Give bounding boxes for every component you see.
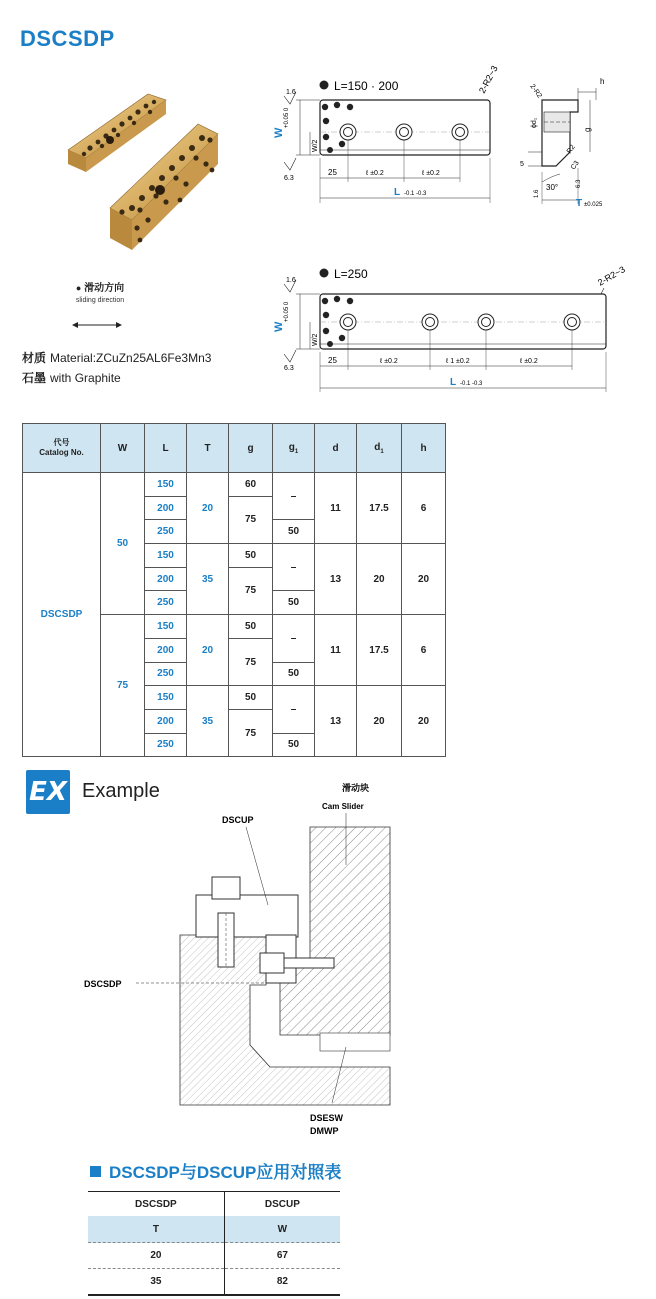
spec-header-row [23,424,446,473]
drawing-bottom-W: W [273,321,285,332]
drawing-top-roughness: 1.6 [286,89,296,96]
l-cell: 200 [145,496,187,520]
h-cell: 6 [402,473,446,544]
table-row [23,473,446,497]
example-icon: EX [26,770,70,814]
d-cell: 13 [315,686,357,757]
g-cell: 50 [229,544,273,568]
side-r2: 2-R2 [528,83,543,100]
side-five: 5 [520,161,524,168]
compare-header-row [88,1192,340,1217]
d1-cell: 20 [357,686,402,757]
compare-sub1: T [88,1216,224,1243]
l-cell: 200 [145,638,187,662]
l-cell: 250 [145,733,187,757]
catalog-cell: DSCSDP [23,473,101,757]
l-cell: 150 [145,686,187,710]
d-cell: 13 [315,544,357,615]
cam-cn: 滑动块 [342,783,370,793]
drawing-bottom [273,264,627,392]
l-cell: 200 [145,709,187,733]
col-h: h [402,424,446,473]
material-text: Material:ZCuZn25AL6Fe3Mn3 [50,351,212,365]
drawing-bottom-label: L=250 [334,267,368,281]
drawing-bottom-chamfer: 2-R2~3 [596,264,627,288]
g-cell: 60 [229,473,273,497]
drawing-top-25: 25 [328,168,337,177]
side-r63: 6.3 [576,179,582,188]
g1-cell: 50 [273,733,315,757]
graphite-cn: 石墨 [22,371,47,385]
col-L: L [145,424,187,473]
drawing-bottom-roughness: 1.6 [286,277,296,284]
l-cell: 250 [145,662,187,686]
col-g1: $g_1$ [273,424,315,473]
dscsdp-label: DSCSDP [84,979,122,989]
dmwp-label: DMWP [310,1126,339,1136]
l-cell: 250 [145,520,187,544]
g1-cell: – [273,544,315,591]
side-g: g [583,127,592,132]
material-cn: 材质 [22,351,47,365]
dsesw-label: DSESW [310,1113,344,1123]
page-title: DSCSDP [20,26,115,51]
side-h: h [600,77,605,86]
drawing-top-l2: ℓ ±0.2 [422,170,440,177]
drawing-top-w2: W/2 [312,139,319,152]
col-T: T [187,424,229,473]
d-cell: 11 [315,473,357,544]
g-cell: 75 [229,709,273,756]
drawing-bottom-tol: +0.05 0 [284,301,290,322]
table-row [88,1269,340,1296]
col-W: W [101,424,145,473]
col-d: d [315,424,357,473]
drawing-bottom-25: 25 [328,356,337,365]
side-r2b: R2 [565,143,577,156]
d-cell: 11 [315,615,357,686]
drawing-top-chamfer: 2-R2~3 [476,63,500,95]
l-cell: 200 [145,567,187,591]
d1-cell: 20 [357,544,402,615]
product-photo [40,80,230,255]
h-cell: 20 [402,686,446,757]
compare-cell: 82 [224,1269,340,1296]
h-cell: 6 [402,615,446,686]
drawing-bottom-l3: ℓ ±0.2 [520,358,538,365]
dscup-label: DSCUP [222,815,254,825]
compare-sub2: W [224,1216,340,1243]
g1-cell: – [273,686,315,733]
side-c3: C3 [569,159,581,172]
drawing-top-tol: +0.05 0 [284,107,290,128]
g-cell: 75 [229,638,273,685]
material-block [22,348,211,388]
d1-cell: 17.5 [357,473,402,544]
col-g: g [229,424,273,473]
drawing-top-l1: ℓ ±0.2 [366,170,384,177]
g-cell: 50 [229,615,273,639]
t-cell: 20 [187,615,229,686]
compare-title [90,1158,341,1183]
side-deg: 30° [546,183,559,192]
w-cell: 75 [101,615,145,757]
drawing-top-label: L=150 · 200 [334,79,399,93]
bullet-icon: ● [75,283,82,293]
drawing-top-W: W [273,127,285,138]
t-cell: 20 [187,473,229,544]
h-cell: 20 [402,544,446,615]
compare-col1: DSCSDP [88,1192,224,1217]
compare-table [88,1191,340,1296]
side-T: T [576,198,583,209]
compare-cell: 20 [88,1243,224,1269]
drawing-bottom-Ltol: -0.1 -0.3 [460,381,483,387]
sliding-direction [60,282,140,307]
g-cell: 75 [229,496,273,543]
drawing-top [273,64,500,203]
compare-cell: 35 [88,1269,224,1296]
col-d1: $d_1$ [357,424,402,473]
sliding-en: sliding direction [75,297,125,304]
d1-cell: 17.5 [357,615,402,686]
l-cell: 150 [145,544,187,568]
drawing-top-Ltol: -0.1 -0.3 [404,191,427,197]
t-cell: 35 [187,686,229,757]
l-cell: 250 [145,591,187,615]
compare-title-text: DSCSDP与DSCUP应用对照表 [109,1163,342,1182]
example-label: Example [82,780,160,802]
side-Ttol: ±0.025 [584,202,603,208]
cam-en: Cam Slider [322,802,364,811]
spec-table [22,423,446,757]
drawing-side [520,77,604,209]
graphite-text: with Graphite [50,371,121,385]
w-cell: 50 [101,473,145,615]
g-cell: 50 [229,686,273,710]
compare-sub-row [88,1216,340,1243]
g1-cell: 50 [273,662,315,686]
drawing-bottom-roughness2: 6.3 [284,365,294,372]
g1-cell: 50 [273,591,315,615]
drawing-bottom-L: L [450,377,457,388]
double-arrow-icon [72,320,122,330]
table-row [88,1243,340,1269]
sliding-cn: 滑动方向 [84,283,125,294]
l-cell: 150 [145,473,187,497]
drawing-bottom-l1: ℓ ±0.2 [380,358,398,365]
technical-drawing [270,58,640,398]
g1-cell: – [273,473,315,520]
drawing-top-roughness2: 6.3 [284,175,294,182]
t-cell: 35 [187,544,229,615]
compare-col2: DSCUP [224,1192,340,1217]
col-catalog: 代号 Catalog No. [23,424,101,473]
g1-cell: 50 [273,520,315,544]
drawing-bottom-l2: ℓ 1 ±0.2 [446,358,470,365]
drawing-bottom-w2: W/2 [312,333,319,346]
square-bullet-icon [90,1166,101,1177]
compare-cell: 67 [224,1243,340,1269]
side-r16: 1.6 [534,189,540,198]
g1-cell: – [273,615,315,662]
l-cell: 150 [145,615,187,639]
drawing-top-L: L [394,187,401,198]
side-d1: ϕd₁ [531,117,538,128]
g-cell: 75 [229,567,273,614]
